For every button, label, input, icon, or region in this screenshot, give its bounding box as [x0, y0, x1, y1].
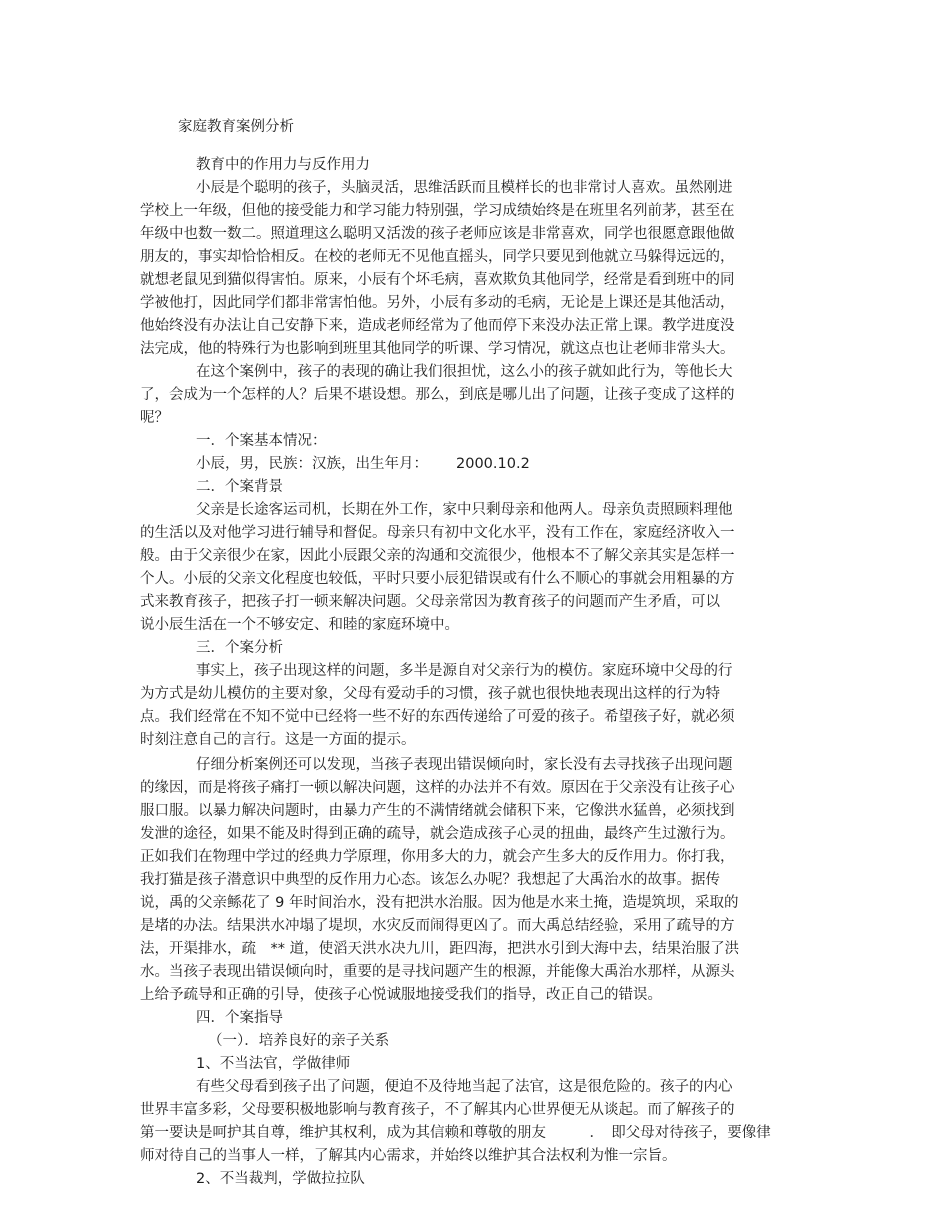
paragraph-line: 我打猫是孩子潜意识中典型的反作用力心态。该怎么办呢？我想起了大禹治水的故事。据传 — [140, 872, 720, 888]
paragraph-line: 小辰是个聪明的孩子，头脑灵活，思维活跃而且模样长的也非常讨人喜欢。虽然刚进 — [196, 180, 733, 196]
paragraph-line: 的生活以及对他学习进行辅导和督促。母亲只有初中文化水平，没有工作在，家庭经济收入一 — [140, 525, 735, 541]
paragraph-line: 法，开渠排水，疏 ** 道，使滔天洪水决九川，距四海，把洪水引到大海中去，结果治服了洪 — [140, 941, 740, 957]
paragraph-line: 事实上，孩子出现这样的问题，多半是源自对父亲行为的模仿。家庭环境中父母的行 — [196, 663, 733, 679]
paragraph-line: 个人。小辰的父亲文化程度也较低，平时只要小辰犯错误或有什么不顺心的事就会用粗暴的方 — [140, 571, 735, 587]
paragraph-line: 是堵的办法。结果洪水冲塌了堤坝，水灾反而闹得更凶了。而大禹总结经验，采用了疏导的方 — [140, 918, 735, 934]
basic-info-label: 小辰，男，民族：汉族，出生年月： — [196, 456, 428, 472]
paragraph-line: 世界丰富多彩，父母要积极地影响与教育孩子，不了解其内心世界便无从谈起。而了解孩子的 — [140, 1102, 735, 1118]
paragraph-line: 法完成，他的特殊行为也影响到班里其他同学的听课、学习情况，就这点也让老师非常头大。 — [140, 341, 735, 357]
paragraph-line: 了，会成为一个怎样的人？后果不堪设想。那么，到底是哪儿出了问题，让孩子变成了这样的 — [140, 387, 735, 403]
paragraph-line: 父亲是长途客运司机，长期在外工作，家中只剩母亲和他两人。母亲负责照顾料理他 — [196, 502, 733, 518]
paragraph-line: 在这个案例中，孩子的表现的确让我们很担忧，这么小的孩子就如此行为，等他长大 — [196, 364, 733, 380]
subsection-heading: 2、不当裁判，学做拉拉队 — [196, 1171, 365, 1187]
section-heading: 一．个案基本情况： — [196, 433, 327, 449]
paragraph-line: 有些父母看到孩子出了问题，便迫不及待地当起了法官，这是很危险的。孩子的内心 — [196, 1079, 733, 1095]
paragraph-line: 就想老鼠见到猫似得害怕。原来，小辰有个坏毛病，喜欢欺负其他同学，经常是看到班中的同 — [140, 272, 735, 288]
paragraph-line: 他始终没有办法让自己安静下来，造成老师经常为了他而停下来没办法正常上课。教学进度没 — [140, 318, 735, 334]
paragraph-line: 般。由于父亲很少在家，因此小辰跟父亲的沟通和交流很少，他根本不了解父亲其实是怎样一 — [140, 548, 735, 564]
paragraph-line: 第一要诀是呵护其自尊，维护其权利，成为其信赖和尊敬的朋友 ． 即父母对待孩子，要像律 — [140, 1125, 771, 1141]
case-basic-info — [196, 454, 756, 474]
paragraph-line: 点。我们经常在不知不觉中已经将一些不好的东西传递给了可爱的孩子。希望孩子好，就必须 — [140, 709, 735, 725]
paragraph-line: 呢？ — [140, 410, 169, 426]
paragraph-line: 式来教育孩子，把孩子打一顿来解决问题。父母亲常因为教育孩子的问题而产生矛盾，可以 — [140, 594, 720, 610]
paragraph-line: 服口服。以暴力解决问题时，由暴力产生的不满情绪就会储积下来，它像洪水猛兽，必须找到 — [140, 803, 735, 819]
subsection-heading: 1、不当法官，学做律师 — [196, 1056, 351, 1072]
paragraph-line: 学校上一年级，但他的接受能力和学习能力特别强，学习成绩始终是在班里名列前茅，甚至在 — [140, 203, 735, 219]
paragraph-line: 说，禹的父亲鲧花了 9 年时间治水，没有把洪水治服。因为他是水来土掩，造堤筑坝，采取的 — [140, 895, 739, 911]
paragraph-line: 水。当孩子表现出错误倾向时，重要的是寻找问题产生的根源，并能像大禹治水那样，从源头 — [140, 964, 735, 980]
paragraph-line: 仔细分析案例还可以发现，当孩子表现出错误倾向时，家长没有去寻找孩子出现问题 — [196, 757, 733, 773]
section-heading: 四．个案指导 — [196, 1010, 283, 1026]
paragraph-line: 朋友的，事实却恰恰相反。在校的老师无不见他直摇头，同学只要见到他就立马躲得远远的， — [140, 249, 735, 265]
document-title: 家庭教育案例分析 — [178, 119, 294, 135]
paragraph-line: 为方式是幼儿模仿的主要对象，父母有爱动手的习惯，孩子就也很快地表现出这样的行为特 — [140, 686, 720, 702]
paragraph-line: 年级中也数一数二。照道理这么聪明又活泼的孩子老师应该是非常喜欢，同学也很愿意跟他做 — [140, 226, 735, 242]
section-heading: 二．个案背景 — [196, 479, 283, 495]
paragraph-line: 上给予疏导和正确的引导，使孩子心悦诚服地接受我们的指导，改正自己的错误。 — [140, 987, 662, 1003]
paragraph-line: 发泄的途径，如果不能及时得到正确的疏导，就会造成孩子心灵的扭曲，最终产生过激行为。 — [140, 826, 735, 842]
subsection-heading: （一）．培养良好的亲子关系 — [208, 1033, 390, 1049]
paragraph-line: 学被他打，因此同学们都非常害怕他。另外，小辰有多动的毛病，无论是上课还是其他活动， — [140, 295, 735, 311]
paragraph-line: 说小辰生活在一个不够安定、和睦的家庭环境中。 — [140, 617, 459, 633]
birth-date: 2000.10.2 — [456, 456, 530, 472]
paragraph-line: 的缘因，而是将孩子痛打一顿以解决问题，这样的办法并不有效。原因在于父亲没有让孩子心 — [140, 780, 735, 796]
section-heading: 三．个案分析 — [196, 640, 283, 656]
section-heading: 教育中的作用力与反作用力 — [196, 157, 370, 173]
paragraph-line: 时刻注意自己的言行。这是一方面的提示。 — [140, 732, 416, 748]
paragraph-line: 正如我们在物理中学过的经典力学原理，你用多大的力，就会产生多大的反作用力。你打我， — [140, 849, 735, 865]
paragraph-line: 师对待自己的当事人一样，了解其内心需求，并始终以维护其合法权利为惟一宗旨。 — [140, 1148, 677, 1164]
